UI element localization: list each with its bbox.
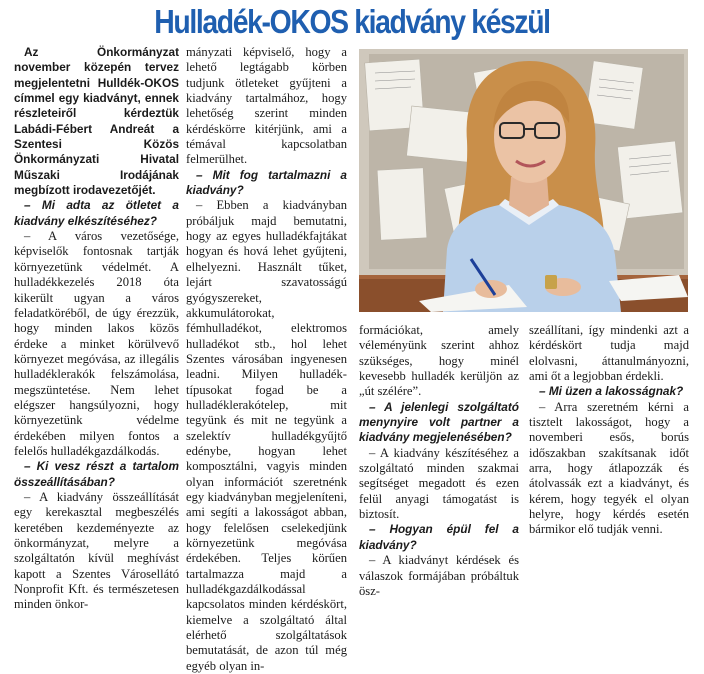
interview-question: – A jelenlegi szolgáltató menynyire volt partner a kiadvány megjelenésében? [359,399,519,445]
article-headline: Hulladék-OKOS kiadvány készül [154,3,550,40]
interview-question: – Hogyan épül fel a kiadvány? [359,522,519,552]
interview-question: – Mi üzen a lakosságnak? [539,384,684,399]
article-paragraph: – A kiadvány összeállítását egy kerekasztal megbeszélés keretében kezdeményezte az önkormányzat, melyre a szolgáltatón kívül meghívást kapott a Szentes Városellátó Nonprofit Kft. és természetesen minden önkor- [14,489,179,612]
article-paragraph: – A kiadvány készítéséhez a szolgáltató minden szakmai segítséget megadott és ezen felül anyagi támogatást is biztosít. [359,445,519,522]
article-paragraph: – Arra szeretném kérni a tisztelt lakosságot, hogy a novemberi esős, borús időszakban szakítsanak időt arra, hogy átlapozzák és átolvassák ezt a kiadványt, és kérem, hogy tegyék el olyan helyre, hogy kérdés esetén bármikor elő tudják venni. [529,399,689,537]
article-paragraph: mányzati képviselő, hogy a lehető legtágabb körben tudjunk ötleteket gyűjteni a kiadvány tartalmához, hogy lehetőség szerint minden kérdéskörre kitérjünk, ami a témával kapcsolatban felmerülhet. [186,45,347,167]
lead-paragraph: Az Önkormányzat november közepén tervez megjelentetni Hulldék-OKOS címmel egy kiadványt, ennek részleteiről kérdeztük Labádi-Fébert Andreát a Szentesi Közös Önkormányzati Hivatal Műszaki Irodájának megbízott irodavezetőjét. [14,45,179,198]
column-1 [14,45,179,612]
article-paragraph: – Ebben a kiadványban próbáljuk majd bemutatni, hogy az egyes hulladékfajtákat hogyan és hová lehet gyűjteni, elhelyezni. Használt tűket, lejárt szavatosságú gyógyszereket, akkumulátorokat, fémhulladékot, elektromos hulladékot stb., hol lehet Szentes városában ingyenesen leadni. Milyen hulladék-típusokat fogad be a hulladéklerakótelep, mit tegyünk és mit ne tegyünk a szelektív hulladékgyűjtő edénybe, hogyan lehet komposztálni, vagyis minden olyan információt szeretnénk egy kiadványban megjeleníteni, ami segíti a lakosságot abban, hogy felelősen cselekedjünk környezetünk megóvása érdekében. Teljes körűen tartalmazza majd a hulladékgazdálkodással kapcsolatos minden kérdéskört, kiemelve a szolgáltató által elérhető szolgáltatások bemutatását, de azon túl még egyéb olyan in- [186,198,347,673]
article-paragraph: – A város vezetősége, képviselők fontosnak tartják környezetünk védelmét. A hulladékkezelés 2018 óta kikerült ugyan a város feladatköréből, de úgy érezzük, hogy minden lakos közös érdeke a minket körülvevő környezet megóvása, az illegális hulladéklerakók felszámolása, megszüntetése. Nem lehet elégszer hangsúlyozni, hogy környezetünk védelme érdekében milyen fontos a felelős hulladékgazdálkodás. [14,229,179,458]
column-3 [359,323,519,598]
article-paragraph: – A kiadványt kérdések és válaszok formájában próbáltuk ösz- [359,553,519,598]
column-2 [186,45,347,673]
column-4 [529,323,689,537]
interview-question: – Mit fog tartalmazni a kiadvány? [186,167,347,198]
article-paragraph: szeállítani, így mindenki azt a kérdéskört tudja majd elolvasni, áttanulmányozni, ami őt a legjobban érdekli. [529,323,689,384]
portrait-photo [359,49,688,312]
interview-question: – Mi adta az ötletet a kiadvány elkészítéséhez? [14,198,179,228]
article-paragraph: formációkat, amely véleményünk szerint ahhoz szükséges, hogy minél kevesebb hulladék kerüljön az „út szélére”. [359,323,519,399]
interview-question: – Ki vesz részt a tartalom összeállításában? [14,459,179,489]
